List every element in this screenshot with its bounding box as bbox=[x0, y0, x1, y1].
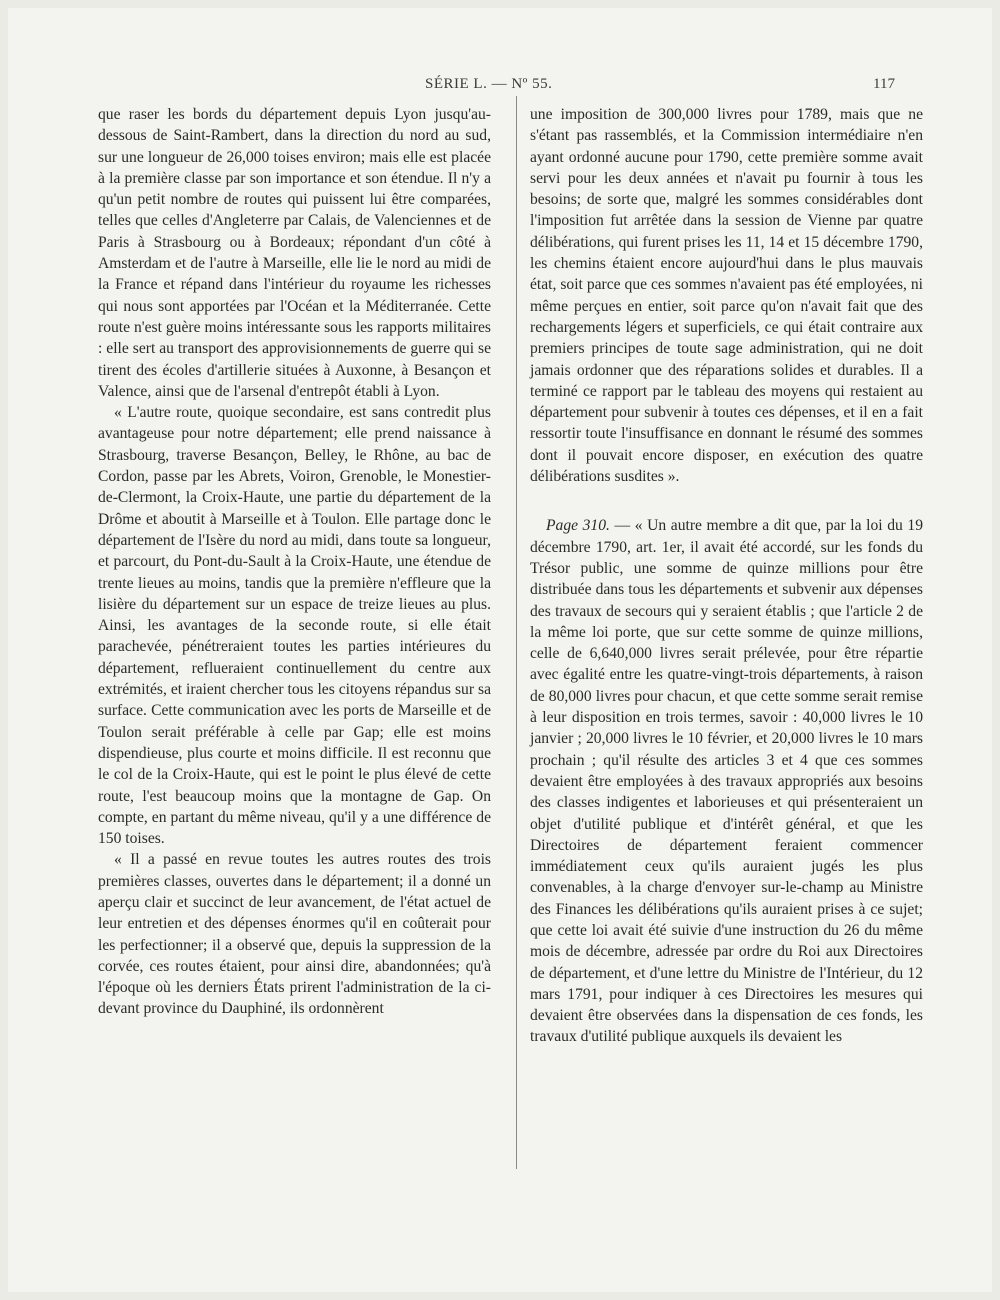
paragraph: « L'autre route, quoique secondaire, est sans contredit plus avantageuse pour notre département; elle prend naissance à Strasbourg, traverse Besançon, Belley, le Rhône, au bac de Cordon, passe par les Abrets, Voiron, Grenoble, le Monestier-de-Clermont, la Croix-Haute, une partie du département de la Drôme et aboutit à Marseille et à Toulon. Elle partage donc le département de l'Isère du nord au midi, dans toute sa longueur, et parcourt, du Pont-du-Sault à la Croix-Haute, une étendue de trente lieues au moins, tandis que la première n'effleure que la lisière du département sur un espace de treize lieues au plus. Ainsi, les avantages de la seconde route, si elle était parachevée, pénétreraient toutes les parties intérieures du département, reflueraient continuellement du centre aux extrémités, et iraient chercher tous les citoyens répandus sur sa surface. Cette communication avec les ports de Marseille et de Toulon serait préférable à celle par Gap; elle est moins dispendieuse, plus courte et moins difficile. Il est reconnu que le col de la Croix-Haute, qui est le point le plus élevé de cette route, l'est beaucoup moins que la montagne de Gap. On compte, en partant du même niveau, qu'il y a une différence de 150 toises. bbox=[98, 404, 491, 848]
series-title: SÉRIE L. — Nº 55. bbox=[425, 76, 553, 92]
paragraph: « Il a passé en revue toutes les autres routes des trois premières classes, ouvertes dans le département; il a donné un aperçu clair et succinct de leur avancement, de l'état actuel de leur entretien et des dépenses énormes qu'il en coûterait pour les perfectionner; il a observé que, depuis la suppression de la corvée, ces routes étaient, pour ainsi dire, abandonnées; qu'à l'époque où les derniers États prirent l'administration de la ci-devant province du Dauphiné, ils ordonnèrent bbox=[98, 851, 491, 1018]
page-header bbox=[0, 76, 1000, 96]
paragraph-text: — « Un autre membre a dit que, par la loi du 19 décembre 1790, art. 1er, il avait été accordé, sur les fonds du Trésor public, une somme de quinze millions pour être distribuée dans tous les départements et subvenir aux dépenses des travaux de secours qui y seraient établis ; que l'article 2 de la même loi porte, que sur cette somme de quinze millions, celle de 6,640,000 livres serait prélevée, pour être répartie avec égalité entre les quatre-vingt-trois départements, à raison de 80,000 livres pour chacun, et que cette somme serait remise à leur disposition en trois termes, savoir : 40,000 livres le 10 janvier ; 20,000 livres le 10 février, et 20,000 livres le 10 mars prochain ; qu'il résulte des articles 3 et 4 que ces sommes devaient être employées à des travaux appropriés aux besoins des classes indigentes et laborieuses et qui présenteraient un objet d'utilité publique et d'intérêt général, et que les Directoires de département feraient commencer immédiatement ceux qu'ils auraient jugés les plus convenables, à la charge d'envoyer sur-le-champ au Ministre des Finances les délibérations qu'ils auraient prises à ce sujet; que cette loi avait été suivie d'une instruction du 26 du même mois de décembre, adressée par ordre du Roi aux Directoires de département, et d'une lettre du Ministre de l'Intérieur, du 12 mars 1791, pour indiquer à ces Directoires les mesures qui devaient être observées dans la dispensation de ces fonds, les travaux d'utilité publique auxquels ils devaient les bbox=[530, 517, 923, 1046]
paragraph: que raser les bords du département depuis Lyon jusqu'au-dessous de Saint-Rambert, dans la direction du nord au sud, sur une longueur de 26,000 toises environ; mais elle est placée à la première classe par son importance et son étendue. Il n'y a qu'un petit nombre de routes qui puissent lui être comparées, telles que celles d'Angleterre par Calais, de Valenciennes et de Paris à Strasbourg ou à Bordeaux; répondant d'un côté à Amsterdam et de l'autre à Marseille, elle lie le nord au midi de la France et répand dans l'intérieur du royaume les richesses qui nous sont apportées par l'Océan et la Méditerranée. Cette route n'est guère moins intéressante sous les rapports militaires : elle sert au transport des approvisionnements de guerre qui se tirent des écoles d'artillerie situées à Auxonne, à Besançon et Valence, ainsi que de l'arsenal d'entrepôt établi à Lyon. bbox=[98, 106, 491, 400]
right-column bbox=[530, 104, 923, 1048]
left-column bbox=[98, 104, 491, 1020]
paragraph: une imposition de 300,000 livres pour 1789, mais que ne s'étant pas rassemblés, et la Commission intermédiaire n'en ayant ordonné aucune pour 1790, cette première somme avait servi pour les deux années et n'avait pu fournir à tous les besoins; de sorte que, malgré les sommes considérables dont l'imposition fut arrêtée dans la session de Vienne par quatre délibérations, qui furent prises les 11, 14 et 15 décembre 1790, les chemins étaient encore aujourd'hui dans le plus mauvais état, soit parce que ces sommes n'avaient pas été employées, ni même perçues en entier, soit parce qu'on n'avait fait que des rechargements légers et superficiels, ce qui était contraire aux premiers principes de toute sage administration, qui ne doit jamais ordonner que des réparations solides et durables. Il a terminé ce rapport par le tableau des moyens qui restaient au département pour subvenir à toutes ces dépenses, et il en a fait ressortir toute l'insuffisance en donnant le résumé des sommes dont il pouvait encore disposer, en exécution des quatre délibérations susdites ». bbox=[530, 106, 923, 486]
column-divider bbox=[516, 96, 517, 1169]
paragraph bbox=[530, 515, 923, 1047]
page-number: 117 bbox=[873, 76, 895, 92]
page-reference: Page 310. bbox=[546, 517, 610, 535]
